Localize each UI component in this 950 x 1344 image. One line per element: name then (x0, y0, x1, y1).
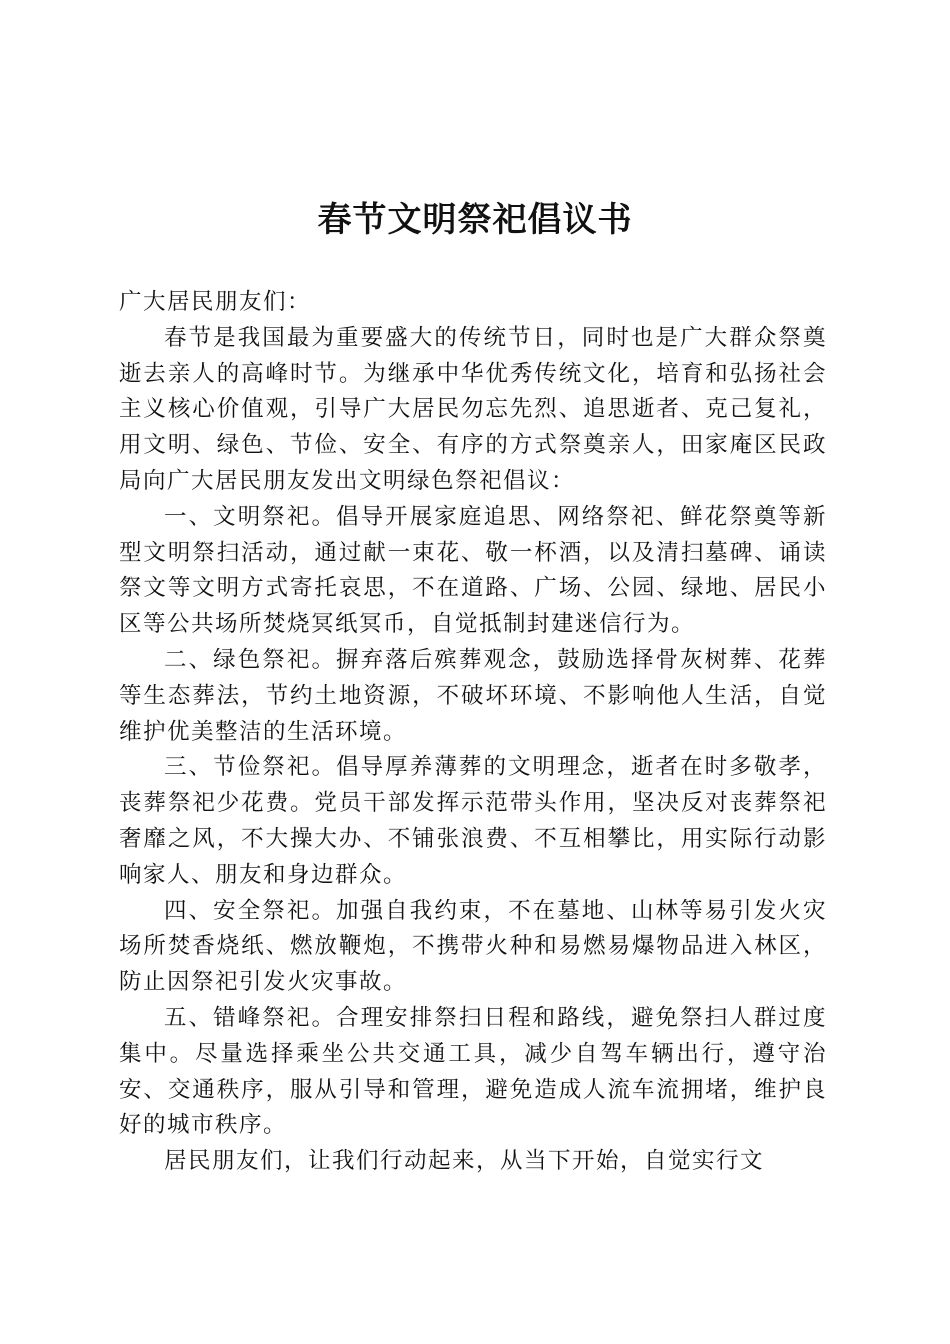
paragraph-civilized-sacrifice: 一、文明祭祀。倡导开展家庭追思、网络祭祀、鲜花祭奠等新型文明祭扫活动，通过献一束花、敬一杯酒，以及清扫墓碑、诵读祭文等文明方式寄托哀思，不在道路、广场、公园、绿地、居民小区等公共场所焚烧冥纸冥币，自觉抵制封建迷信行为。 (119, 503, 827, 638)
paragraph-staggered-sacrifice: 五、错峰祭祀。合理安排祭扫日程和路线，避免祭扫人群过度集中。尽量选择乘坐公共交通工具，减少自驾车辆出行，遵守治安、交通秩序，服从引导和管理，避免造成人流车流拥堵，维护良好的城市秩序。 (119, 1004, 827, 1139)
document-body (119, 285, 827, 1180)
salutation: 广大居民朋友们： (119, 289, 312, 315)
paragraph-frugal-sacrifice: 三、节俭祭祀。倡导厚养薄葬的文明理念，逝者在时多敬孝，丧葬祭祀少花费。党员干部发挥示范带头作用，坚决反对丧葬祭祀奢靡之风，不大操大办、不铺张浪费、不互相攀比，用实际行动影响家人、朋友和身边群众。 (119, 754, 827, 888)
paragraph-intro: 春节是我国最为重要盛大的传统节日，同时也是广大群众祭奠逝去亲人的高峰时节。为继承中华优秀传统文化，培育和弘扬社会主义核心价值观，引导广大居民勿忘先烈、追思逝者、克己复礼，用文明、绿色、节俭、安全、有序的方式祭奠亲人，田家庵区民政局向广大居民朋友发出文明绿色祭祀倡议： (119, 324, 827, 494)
paragraph-safe-sacrifice: 四、安全祭祀。加强自我约束，不在墓地、山林等易引发火灾场所焚香烧纸、燃放鞭炮，不携带火种和易燃易爆物品进入林区，防止因祭祀引发火灾事故。 (119, 897, 827, 996)
document-title: 春节文明祭祀倡议书 (317, 200, 633, 240)
paragraph-closing: 居民朋友们，让我们行动起来，从当下开始，自觉实行文 (164, 1148, 765, 1175)
paragraph-green-sacrifice: 二、绿色祭祀。摒弃落后殡葬观念，鼓励选择骨灰树葬、花葬等生态葬法，节约土地资源，不破坏环境、不影响他人生活，自觉维护优美整洁的生活环境。 (119, 646, 827, 745)
